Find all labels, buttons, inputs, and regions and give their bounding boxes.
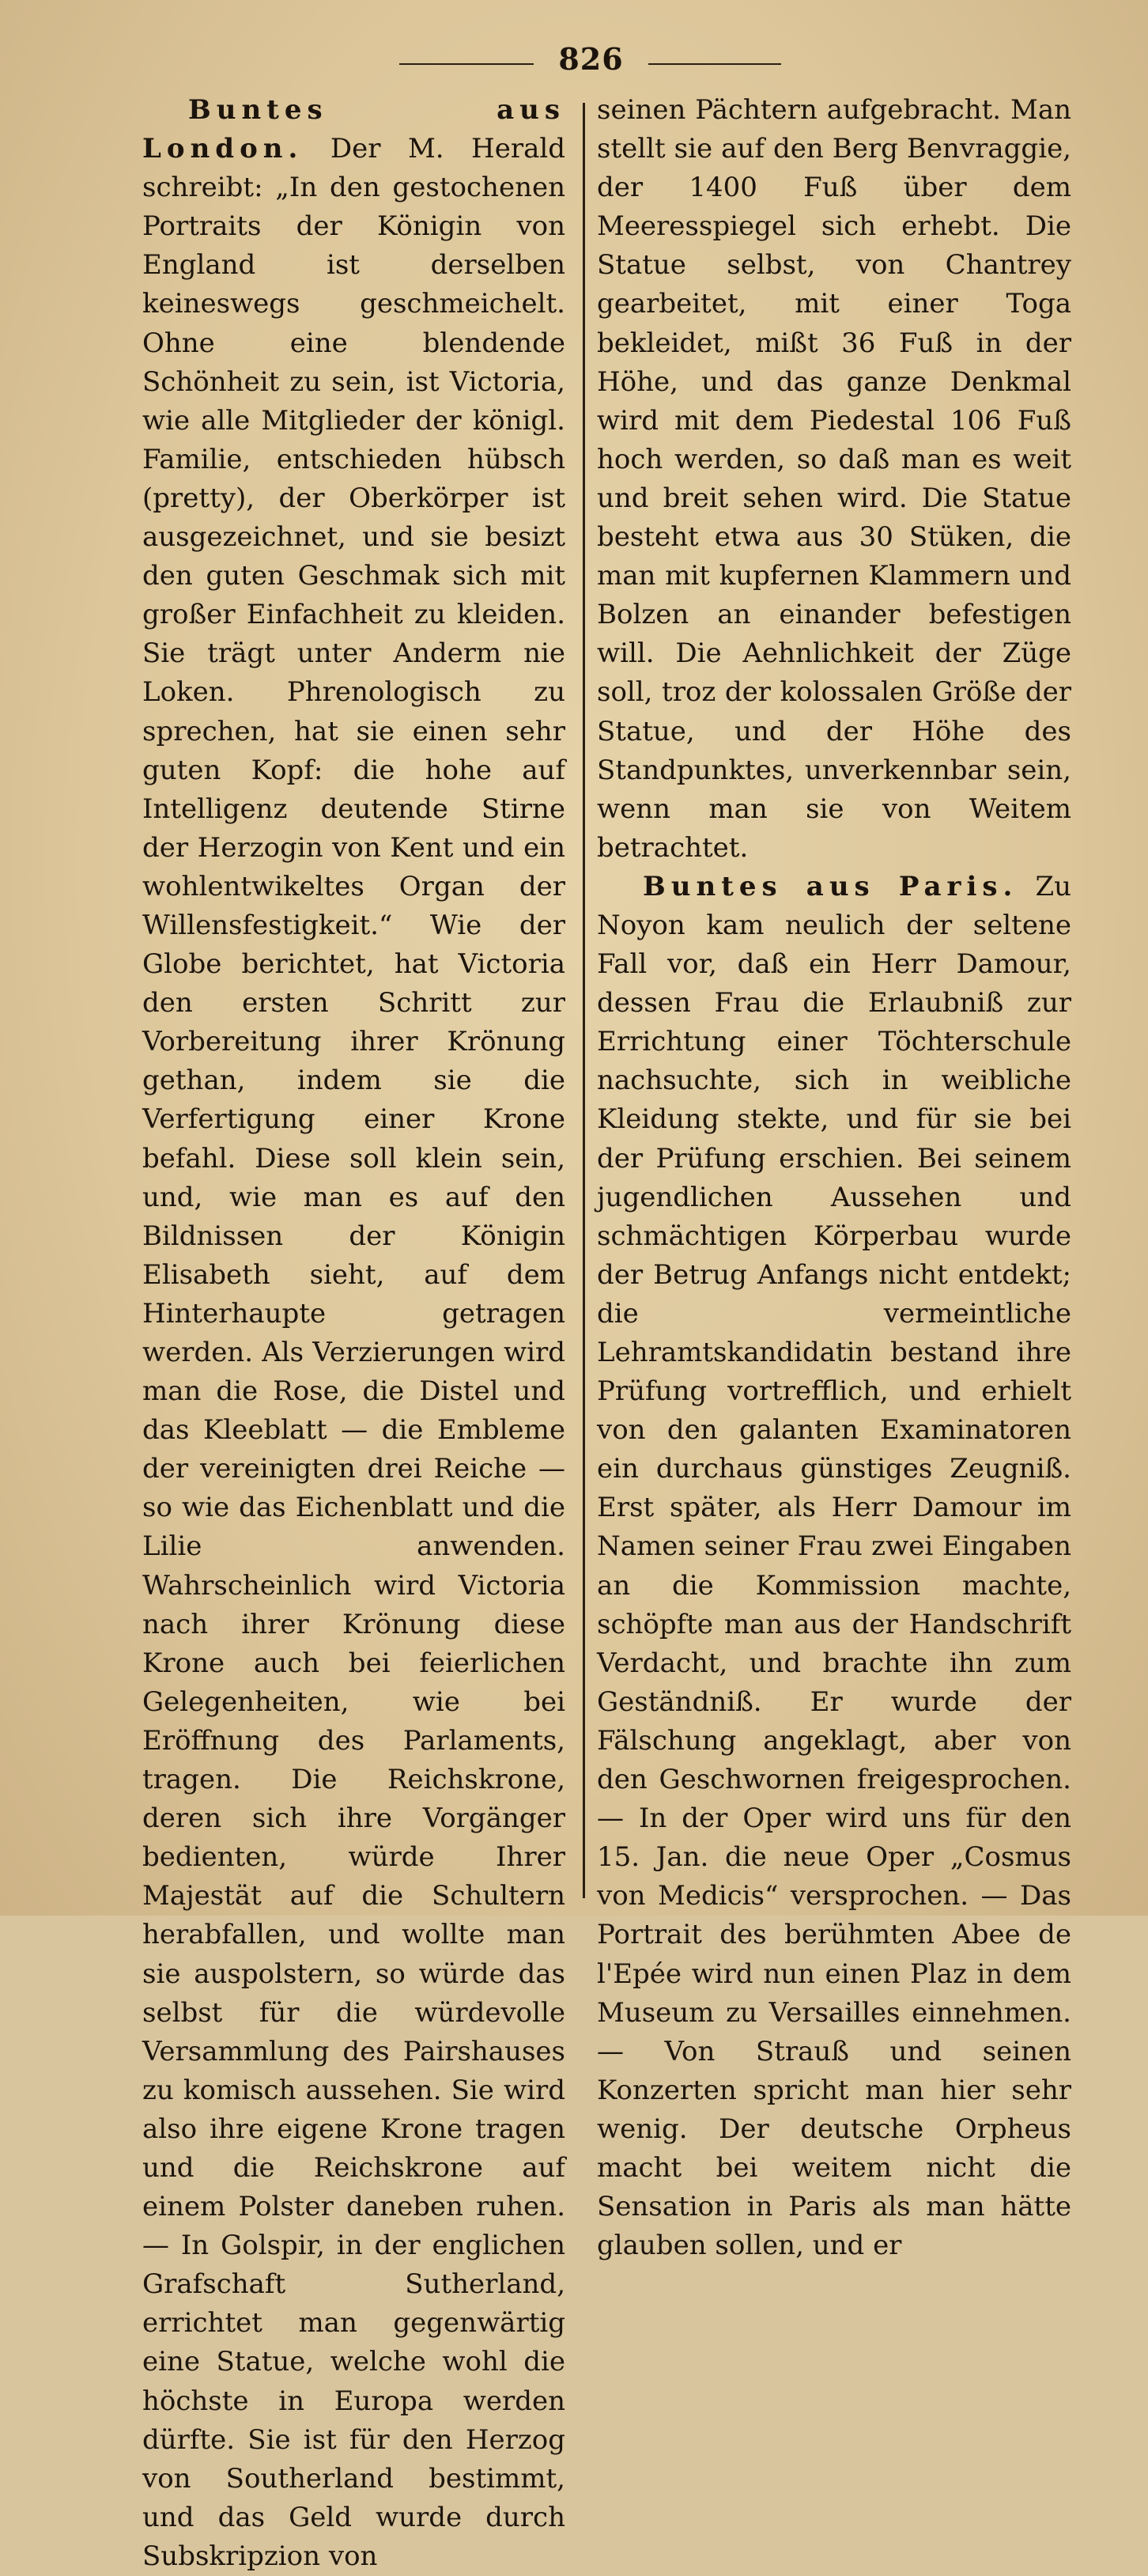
article-paris-heading: Buntes aus Paris. [643,870,1018,902]
page-number: 826 [558,41,624,77]
right-column [597,91,1071,2262]
column-divider [583,103,585,1898]
header-rule-left [399,63,534,65]
article-paris [597,868,1071,2265]
article-london-continued: seinen Pächtern aufgebracht. Man stellt sie auf den Berg Benvraggie, der 1400 Fuß über dem Meeresspiegel sich erhebt. Die Statue selbst, von Chantrey gearbeitet, mit einer Toga bekleidet, mißt 36 Fuß in der Höhe, und das ganze Denkmal wird mit dem Piedestal 106 Fuß hoch werden, so daß man es weit und breit sehen wird. Die Statue besteht etwa aus 30 Stüken, die man mit kupfernen Klammern und Bolzen an einander befestigen will. Die Aehnlichkeit der Züge soll, troz der kolossalen Größe der Statue, und der Höhe des Standpunktes, unverkennbar sein, wenn man sie von Weitem betrachtet. [597,94,1071,864]
page-header [0,41,1148,81]
article-london-text: Der M. Herald schreibt: „In den gestochenen Portraits der Königin von England ist derselben keineswegs geschmeichelt. Ohne eine blendende Schönheit zu sein, ist Victoria, wie alle Mitglieder der königl. Familie, entschieden hübsch (pretty), der Oberkörper ist ausgezeichnet, und sie besizt den guten Geschmak sich mit großer Einfachheit zu kleiden. Sie trägt unter Anderm nie Loken. Phrenologisch zu sprechen, hat sie einen sehr guten Kopf: die hohe auf Intelligenz deutende Stirne der Herzogin von Kent und ein wohlentwikeltes Organ der Willensfestigkeit.“ Wie der Globe berichtet, hat Victoria den ersten Schritt zur Vorbereitung ihrer Krönung gethan, indem sie die Verfertigung einer Krone befahl. Diese soll klein sein, und, wie man es auf den Bildnissen der Königin Elisabeth sieht, auf dem Hinterhaupte getragen werden. Als Verzierungen wird man die Rose, die Distel und das Kleeblatt — die Embleme der vereinigten drei Reiche — so wie das Eichenblatt und die Lilie anwenden. Wahrscheinlich wird Victoria nach ihrer Krönung diese Krone auch bei feierlichen Gelegenheiten, wie bei Eröffnung des Parlaments, tragen. Die Reichskrone, deren sich ihre Vorgänger bedienten, würde Ihrer Majestät auf die Schultern herabfallen, und wollte man sie auspolstern, so würde das selbst für die würdevolle Versammlung des Pairshauses zu komisch aussehen. Sie wird also ihre eigene Krone tragen und die Reichskrone auf einem Polster daneben ruhen. — In Golspir, in der englichen Grafschaft Sutherland, errichtet man gegenwärtig eine Statue, welche wohl die höchste in Europa werden dürfte. Sie ist für den Herzog von Southerland bestimmt, und das Geld wurde durch Subskripzion von [142,133,565,2572]
article-london [142,91,565,2576]
left-column [142,91,565,2572]
article-london-heading: Buntes aus London. [142,94,565,165]
article-paris-text: Zu Noyon kam neulich der seltene Fall vor, daß ein Herr Damour, dessen Frau die Erlaubniß zur Errichtung einer Töchterschule nachsuchte, sich in weibliche Kleidung stekte, und für sie bei der Prüfung erschien. Bei seinem jugendlichen Aussehen und schmächtigen Körperbau wurde der Betrug Anfangs nicht entdekt; die vermeintliche Lehramtskandidatin bestand ihre Prüfung vortrefflich, und erhielt von den galanten Examinatoren ein durchaus günstiges Zeugniß. Erst später, als Herr Damour im Namen seiner Frau zwei Eingaben an die Kommission machte, schöpfte man aus der Handschrift Verdacht, und brachte ihn zum Geständniß. Er wurde der Fälschung angeklagt, aber von den Geschwornen freigesprochen. — In der Oper wird uns für den 15. Jan. die neue Oper „Cosmus von Medicis“ versprochen. — Das Portrait des berühmten Abee de l'Epée wird nun einen Plaz in dem Museum zu Versailles einnehmen. — Von Strauß und seinen Konzerten spricht man hier sehr wenig. Der deutsche Orpheus macht bei weitem nicht die Sensation in Paris als man hätte glauben sollen, und er [597,870,1071,2262]
header-rule-right [648,63,781,65]
